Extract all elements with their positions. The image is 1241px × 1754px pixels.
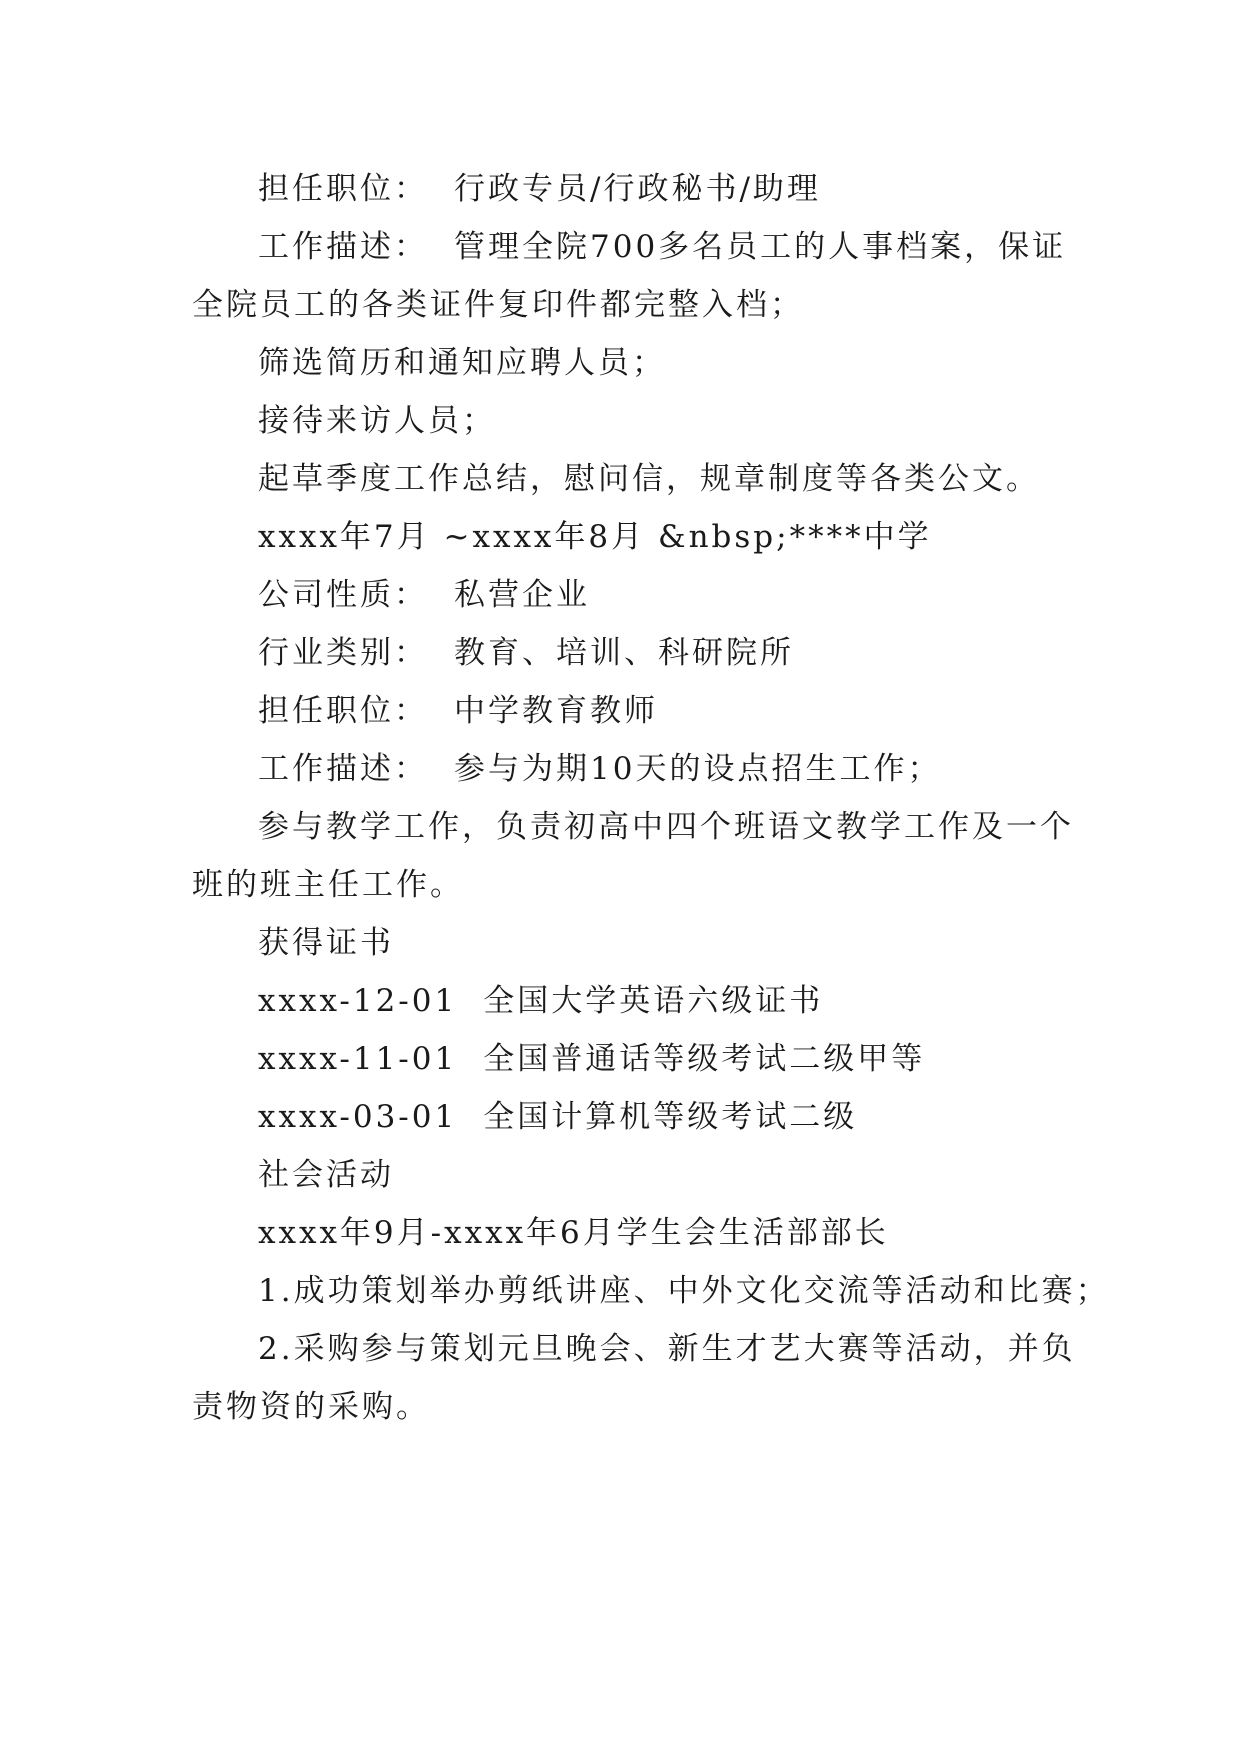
employment-period: xxxx年7月 ~xxxx年8月 &nbsp;****中学 xyxy=(258,519,932,555)
duty-drafting: 起草季度工作总结，慰问信，规章制度等各类公文。 xyxy=(258,461,1040,497)
job-description-label: 工作描述： xyxy=(258,751,428,787)
social-activities-heading: 社会活动 xyxy=(258,1157,394,1193)
job-description-label: 工作描述： xyxy=(258,229,428,265)
document-body xyxy=(192,160,1110,1436)
activity-period: xxxx年9月-xxxx年6月学生会生活部部长 xyxy=(258,1215,889,1251)
certificate-item-2 xyxy=(192,1030,1052,1088)
job-description-value: 参与为期10天的设点招生工作； xyxy=(454,751,942,787)
job-description-continuation: 全院员工的各类证件复印件都完整入档； xyxy=(192,287,804,323)
industry-line xyxy=(192,624,1052,682)
certificate-date: xxxx-03-01 xyxy=(258,1099,458,1135)
company-type-label: 公司性质： xyxy=(258,577,428,613)
job-description-line-1 xyxy=(192,218,1067,276)
certificate-date: xxxx-11-01 xyxy=(258,1041,458,1077)
position-line-2 xyxy=(192,682,1052,740)
duty-teaching: 参与教学工作，负责初高中四个班语文教学工作及一个 xyxy=(258,809,1074,845)
certificate-item-3 xyxy=(192,1088,1052,1146)
activity-item-1: 1.成功策划举办剪纸讲座、中外文化交流等活动和比赛； xyxy=(258,1273,1110,1309)
activity-item-2-continuation: 责物资的采购。 xyxy=(192,1389,430,1425)
position-value: 行政专员/行政秘书/助理 xyxy=(454,171,821,207)
industry-value: 教育、培训、科研院所 xyxy=(454,635,794,671)
duty-reception: 接待来访人员； xyxy=(258,403,496,439)
industry-label: 行业类别： xyxy=(258,635,428,671)
position-label: 担任职位： xyxy=(258,171,428,207)
certificate-name: 全国普通话等级考试二级甲等 xyxy=(483,1041,926,1077)
certificate-name: 全国大学英语六级证书 xyxy=(483,983,824,1019)
certificates-heading: 获得证书 xyxy=(258,925,394,961)
job-description-value: 管理全院700多名员工的人事档案，保证 xyxy=(454,229,1067,265)
certificate-date: xxxx-12-01 xyxy=(258,983,458,1019)
company-type-line xyxy=(192,566,1052,624)
activity-item-2: 2.采购参与策划元旦晚会、新生才艺大赛等活动，并负 xyxy=(258,1331,1076,1367)
duty-screening: 筛选简历和通知应聘人员； xyxy=(258,345,666,381)
job-description-line-2 xyxy=(192,740,1052,798)
certificate-name: 全国计算机等级考试二级 xyxy=(483,1099,858,1135)
position-line-1 xyxy=(192,160,1052,218)
position-value: 中学教育教师 xyxy=(454,693,658,729)
certificate-item-1 xyxy=(192,972,1052,1030)
position-label: 担任职位： xyxy=(258,693,428,729)
duty-teaching-continuation: 班的班主任工作。 xyxy=(192,867,464,903)
company-type-value: 私营企业 xyxy=(454,577,590,613)
